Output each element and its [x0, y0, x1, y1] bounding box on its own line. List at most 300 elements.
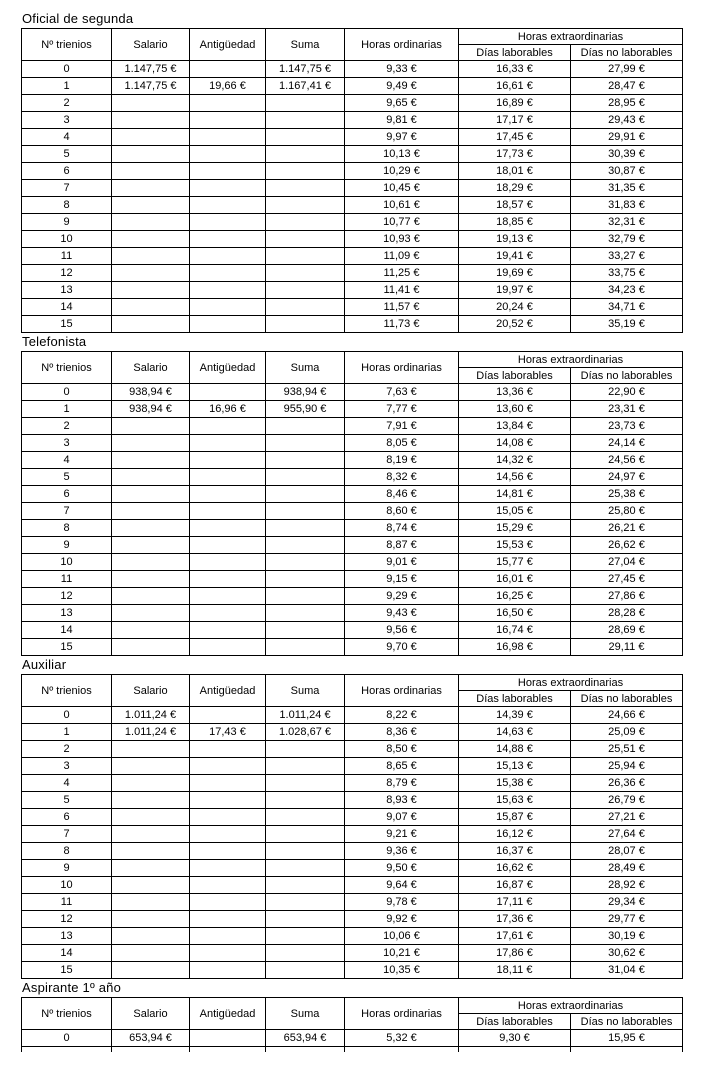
table-cell: 18,11 € — [459, 962, 571, 979]
table-cell: 8,46 € — [345, 486, 459, 503]
table-cell — [266, 605, 345, 622]
table-cell — [112, 622, 190, 639]
table-cell — [190, 180, 266, 197]
table-cell: 13,36 € — [459, 384, 571, 401]
table-cell: 653,94 € — [266, 1030, 345, 1047]
table-cell: 8,93 € — [345, 792, 459, 809]
table-cell — [112, 112, 190, 129]
table-cell — [112, 826, 190, 843]
table-cell — [112, 911, 190, 928]
table-row — [22, 860, 683, 877]
table-cell — [112, 537, 190, 554]
table-cell — [459, 1047, 571, 1053]
table-body — [22, 1030, 683, 1053]
table-cell: 0 — [22, 61, 112, 78]
table-row — [22, 877, 683, 894]
table-cell: 9,97 € — [345, 129, 459, 146]
table-cell — [112, 588, 190, 605]
table-cell: 4 — [22, 775, 112, 792]
table-cell — [266, 1047, 345, 1053]
table-cell: 16,01 € — [459, 571, 571, 588]
table-cell — [190, 520, 266, 537]
section-auxiliar — [21, 657, 683, 979]
table-cell: 9,81 € — [345, 112, 459, 129]
salary-table — [21, 351, 683, 656]
table-cell — [266, 809, 345, 826]
table-cell: 25,09 € — [571, 724, 683, 741]
table-cell: 9 — [22, 537, 112, 554]
table-cell — [190, 571, 266, 588]
table-cell: 11,57 € — [345, 299, 459, 316]
table-cell — [112, 486, 190, 503]
table-cell: 0 — [22, 1030, 112, 1047]
table-cell: 11 — [22, 248, 112, 265]
table-cell: 8,50 € — [345, 741, 459, 758]
table-cell: 10 — [22, 231, 112, 248]
table-cell: 15,38 € — [459, 775, 571, 792]
table-cell: 27,64 € — [571, 826, 683, 843]
table-cell: 8 — [22, 520, 112, 537]
section-title: Telefonista — [22, 334, 87, 349]
column-header-horas-ordinarias: Horas ordinarias — [345, 29, 459, 61]
table-cell: 6 — [22, 809, 112, 826]
section-oficial-de-segunda — [21, 11, 683, 333]
table-cell: 0 — [22, 384, 112, 401]
table-cell — [190, 877, 266, 894]
table-cell — [190, 265, 266, 282]
table-cell — [190, 775, 266, 792]
table-cell — [112, 605, 190, 622]
table-cell: 9,64 € — [345, 877, 459, 894]
table-cell — [190, 146, 266, 163]
table-cell: 29,43 € — [571, 112, 683, 129]
table-cell: 25,38 € — [571, 486, 683, 503]
column-header-trienios: Nº trienios — [22, 998, 112, 1030]
table-cell: 7,63 € — [345, 384, 459, 401]
table-cell: 11 — [22, 894, 112, 911]
table-cell: 29,11 € — [571, 639, 683, 656]
table-cell — [112, 792, 190, 809]
table-cell — [112, 860, 190, 877]
table-cell — [266, 486, 345, 503]
table-cell — [266, 452, 345, 469]
table-cell: 27,04 € — [571, 554, 683, 571]
table-cell — [190, 316, 266, 333]
table-cell: 9 — [22, 860, 112, 877]
table-row — [22, 146, 683, 163]
table-row — [22, 384, 683, 401]
table-cell — [266, 180, 345, 197]
table-row — [22, 163, 683, 180]
table-cell: 24,56 € — [571, 452, 683, 469]
table-cell — [266, 860, 345, 877]
table-cell — [190, 503, 266, 520]
table-cell: 9,92 € — [345, 911, 459, 928]
table-cell: 15 — [22, 639, 112, 656]
table-cell — [112, 418, 190, 435]
table-cell: 10 — [22, 877, 112, 894]
cutoff-row — [22, 1047, 683, 1053]
column-header-dias-no-laborables: Días no laborables — [571, 45, 683, 61]
table-cell: 28,47 € — [571, 78, 683, 95]
table-cell: 8,87 € — [345, 537, 459, 554]
table-cell: 5 — [22, 792, 112, 809]
table-cell: 11,25 € — [345, 265, 459, 282]
table-header — [22, 352, 683, 384]
table-cell: 8 — [22, 197, 112, 214]
table-cell: 16,61 € — [459, 78, 571, 95]
table-row — [22, 112, 683, 129]
table-cell: 24,14 € — [571, 435, 683, 452]
table-cell: 9,36 € — [345, 843, 459, 860]
table-cell — [190, 61, 266, 78]
table-cell — [190, 1047, 266, 1053]
table-body — [22, 384, 683, 656]
table-cell: 3 — [22, 758, 112, 775]
table-body — [22, 707, 683, 979]
table-cell — [190, 843, 266, 860]
table-cell: 9,78 € — [345, 894, 459, 911]
column-header-dias-laborables: Días laborables — [459, 1014, 571, 1030]
column-header-antiguedad: Antigüedad — [190, 352, 266, 384]
table-cell — [190, 639, 266, 656]
table-cell — [190, 707, 266, 724]
table-cell: 9,49 € — [345, 78, 459, 95]
table-cell — [266, 435, 345, 452]
table-cell: 16,12 € — [459, 826, 571, 843]
table-row — [22, 1030, 683, 1047]
table-cell: 31,35 € — [571, 180, 683, 197]
section-title: Auxiliar — [22, 657, 67, 672]
table-cell — [266, 826, 345, 843]
column-header-dias-laborables: Días laborables — [459, 691, 571, 707]
table-cell: 9,30 € — [459, 1030, 571, 1047]
table-cell: 32,31 € — [571, 214, 683, 231]
table-row — [22, 503, 683, 520]
table-cell — [112, 809, 190, 826]
table-cell: 16,25 € — [459, 588, 571, 605]
table-cell: 11,09 € — [345, 248, 459, 265]
table-cell: 17,73 € — [459, 146, 571, 163]
table-row — [22, 792, 683, 809]
table-cell: 25,94 € — [571, 758, 683, 775]
table-cell: 11,73 € — [345, 316, 459, 333]
table-cell — [190, 469, 266, 486]
column-header-antiguedad: Antigüedad — [190, 675, 266, 707]
table-cell: 15,95 € — [571, 1030, 683, 1047]
table-cell: 14,88 € — [459, 741, 571, 758]
section-title: Aspirante 1º año — [22, 980, 122, 995]
salary-table — [21, 997, 683, 1052]
table-cell: 14 — [22, 299, 112, 316]
table-cell — [112, 877, 190, 894]
table-cell: 9,15 € — [345, 571, 459, 588]
table-cell — [266, 520, 345, 537]
table-row — [22, 826, 683, 843]
table-cell: 2 — [22, 418, 112, 435]
table-cell — [190, 911, 266, 928]
table-cell — [266, 248, 345, 265]
table-cell: 14,39 € — [459, 707, 571, 724]
table-cell: 3 — [22, 112, 112, 129]
column-header-salario: Salario — [112, 352, 190, 384]
column-header-dias-laborables: Días laborables — [459, 45, 571, 61]
table-cell: 29,91 € — [571, 129, 683, 146]
table-cell: 29,77 € — [571, 911, 683, 928]
table-cell — [190, 622, 266, 639]
table-row — [22, 911, 683, 928]
table-cell: 6 — [22, 486, 112, 503]
table-row — [22, 724, 683, 741]
table-cell — [190, 945, 266, 962]
table-row — [22, 928, 683, 945]
table-cell — [266, 129, 345, 146]
column-header-salario: Salario — [112, 675, 190, 707]
table-cell: 24,66 € — [571, 707, 683, 724]
table-cell: 10,77 € — [345, 214, 459, 231]
table-cell: 4 — [22, 452, 112, 469]
table-cell: 10,29 € — [345, 163, 459, 180]
table-cell — [190, 163, 266, 180]
table-cell: 24,97 € — [571, 469, 683, 486]
table-cell: 14 — [22, 622, 112, 639]
table-row — [22, 265, 683, 282]
table-cell — [266, 639, 345, 656]
table-cell — [190, 282, 266, 299]
table-cell — [190, 826, 266, 843]
table-row — [22, 197, 683, 214]
table-cell: 17,43 € — [190, 724, 266, 741]
table-cell: 13 — [22, 605, 112, 622]
table-cell: 28,49 € — [571, 860, 683, 877]
table-cell: 17,61 € — [459, 928, 571, 945]
column-header-dias-laborables: Días laborables — [459, 368, 571, 384]
table-row — [22, 78, 683, 95]
table-cell — [266, 945, 345, 962]
table-row — [22, 486, 683, 503]
column-header-horas-extraordinarias: Horas extraordinarias — [459, 29, 683, 45]
table-cell: 9,43 € — [345, 605, 459, 622]
table-cell — [190, 741, 266, 758]
table-cell: 14,63 € — [459, 724, 571, 741]
table-cell — [112, 435, 190, 452]
table-cell: 17,45 € — [459, 129, 571, 146]
column-header-trienios: Nº trienios — [22, 29, 112, 61]
table-cell — [266, 316, 345, 333]
table-cell: 18,57 € — [459, 197, 571, 214]
table-cell — [190, 248, 266, 265]
table-cell — [266, 469, 345, 486]
table-row — [22, 537, 683, 554]
table-cell — [112, 554, 190, 571]
table-cell: 10,06 € — [345, 928, 459, 945]
table-cell: 1.147,75 € — [112, 61, 190, 78]
table-row — [22, 945, 683, 962]
salary-table — [21, 674, 683, 979]
table-cell: 15,13 € — [459, 758, 571, 775]
table-row — [22, 741, 683, 758]
column-header-dias-no-laborables: Días no laborables — [571, 368, 683, 384]
table-cell: 0 — [22, 707, 112, 724]
table-cell — [266, 758, 345, 775]
column-header-horas-extraordinarias: Horas extraordinarias — [459, 352, 683, 368]
table-row — [22, 962, 683, 979]
table-cell: 10,35 € — [345, 962, 459, 979]
column-header-salario: Salario — [112, 29, 190, 61]
table-cell: 16,74 € — [459, 622, 571, 639]
table-cell — [112, 282, 190, 299]
column-header-antiguedad: Antigüedad — [190, 998, 266, 1030]
table-cell — [190, 1030, 266, 1047]
section-title: Oficial de segunda — [22, 11, 134, 26]
table-cell: 19,66 € — [190, 78, 266, 95]
table-cell: 18,01 € — [459, 163, 571, 180]
table-cell: 29,34 € — [571, 894, 683, 911]
table-row — [22, 571, 683, 588]
table-row — [22, 588, 683, 605]
table-cell — [190, 418, 266, 435]
table-cell — [266, 843, 345, 860]
table-cell — [571, 1047, 683, 1053]
table-cell: 8,22 € — [345, 707, 459, 724]
table-cell: 9,01 € — [345, 554, 459, 571]
table-cell — [190, 928, 266, 945]
table-cell: 9,56 € — [345, 622, 459, 639]
table-cell — [266, 265, 345, 282]
table-cell: 20,24 € — [459, 299, 571, 316]
table-cell: 30,39 € — [571, 146, 683, 163]
table-cell: 30,19 € — [571, 928, 683, 945]
table-cell — [112, 452, 190, 469]
table-cell — [266, 112, 345, 129]
table-cell: 9,50 € — [345, 860, 459, 877]
table-row — [22, 622, 683, 639]
table-cell: 5,32 € — [345, 1030, 459, 1047]
table-cell — [112, 639, 190, 656]
table-cell: 33,75 € — [571, 265, 683, 282]
table-cell: 14,56 € — [459, 469, 571, 486]
table-cell: 12 — [22, 911, 112, 928]
table-cell: 15,63 € — [459, 792, 571, 809]
table-cell — [190, 299, 266, 316]
table-cell: 10,21 € — [345, 945, 459, 962]
table-cell: 25,51 € — [571, 741, 683, 758]
table-cell — [112, 945, 190, 962]
table-cell: 27,99 € — [571, 61, 683, 78]
table-cell: 30,62 € — [571, 945, 683, 962]
table-cell: 14,08 € — [459, 435, 571, 452]
table-cell — [266, 792, 345, 809]
table-cell: 27,45 € — [571, 571, 683, 588]
column-header-horas-ordinarias: Horas ordinarias — [345, 998, 459, 1030]
table-cell: 19,97 € — [459, 282, 571, 299]
table-cell — [112, 214, 190, 231]
table-cell — [190, 486, 266, 503]
table-row — [22, 809, 683, 826]
column-header-horas-extraordinarias: Horas extraordinarias — [459, 675, 683, 691]
column-header-suma: Suma — [266, 352, 345, 384]
table-cell: 6 — [22, 163, 112, 180]
table-cell: 1.011,24 € — [112, 707, 190, 724]
table-cell — [112, 163, 190, 180]
table-cell — [112, 962, 190, 979]
table-cell: 19,41 € — [459, 248, 571, 265]
table-cell: 7 — [22, 826, 112, 843]
table-cell — [266, 571, 345, 588]
table-row — [22, 758, 683, 775]
table-cell: 1.011,24 € — [266, 707, 345, 724]
table-cell — [266, 741, 345, 758]
table-cell — [112, 95, 190, 112]
table-cell: 9,21 € — [345, 826, 459, 843]
table-row — [22, 299, 683, 316]
table-cell: 10,13 € — [345, 146, 459, 163]
table-cell — [190, 554, 266, 571]
table-cell — [22, 1047, 112, 1053]
table-cell: 13,84 € — [459, 418, 571, 435]
table-cell — [190, 809, 266, 826]
table-cell: 1 — [22, 401, 112, 418]
table-cell: 17,86 € — [459, 945, 571, 962]
table-cell: 10,93 € — [345, 231, 459, 248]
table-cell: 16,89 € — [459, 95, 571, 112]
table-cell: 11,41 € — [345, 282, 459, 299]
table-cell — [112, 503, 190, 520]
table-cell — [190, 605, 266, 622]
table-cell — [190, 962, 266, 979]
table-cell: 34,71 € — [571, 299, 683, 316]
table-cell: 34,23 € — [571, 282, 683, 299]
table-cell: 16,37 € — [459, 843, 571, 860]
table-cell: 32,79 € — [571, 231, 683, 248]
table-cell: 15,77 € — [459, 554, 571, 571]
table-cell: 1.167,41 € — [266, 78, 345, 95]
table-cell: 8,05 € — [345, 435, 459, 452]
table-cell — [190, 452, 266, 469]
table-cell — [112, 248, 190, 265]
table-cell: 653,94 € — [112, 1030, 190, 1047]
table-cell: 14,81 € — [459, 486, 571, 503]
table-cell: 28,69 € — [571, 622, 683, 639]
table-cell: 26,79 € — [571, 792, 683, 809]
table-cell — [112, 571, 190, 588]
table-cell: 1 — [22, 78, 112, 95]
table-row — [22, 452, 683, 469]
table-cell: 28,28 € — [571, 605, 683, 622]
table-cell: 13,60 € — [459, 401, 571, 418]
table-cell — [112, 843, 190, 860]
table-cell: 20,52 € — [459, 316, 571, 333]
table-cell: 1.147,75 € — [266, 61, 345, 78]
table-cell: 12 — [22, 588, 112, 605]
table-cell: 17,17 € — [459, 112, 571, 129]
table-cell — [112, 129, 190, 146]
column-header-horas-extraordinarias: Horas extraordinarias — [459, 998, 683, 1014]
table-cell — [112, 180, 190, 197]
table-row — [22, 248, 683, 265]
table-cell: 16,33 € — [459, 61, 571, 78]
table-cell — [190, 214, 266, 231]
table-cell: 11 — [22, 571, 112, 588]
table-cell: 15,05 € — [459, 503, 571, 520]
table-cell: 27,86 € — [571, 588, 683, 605]
table-row — [22, 95, 683, 112]
table-header — [22, 998, 683, 1030]
table-cell: 17,36 € — [459, 911, 571, 928]
column-header-trienios: Nº trienios — [22, 352, 112, 384]
table-cell: 2 — [22, 95, 112, 112]
table-row — [22, 180, 683, 197]
